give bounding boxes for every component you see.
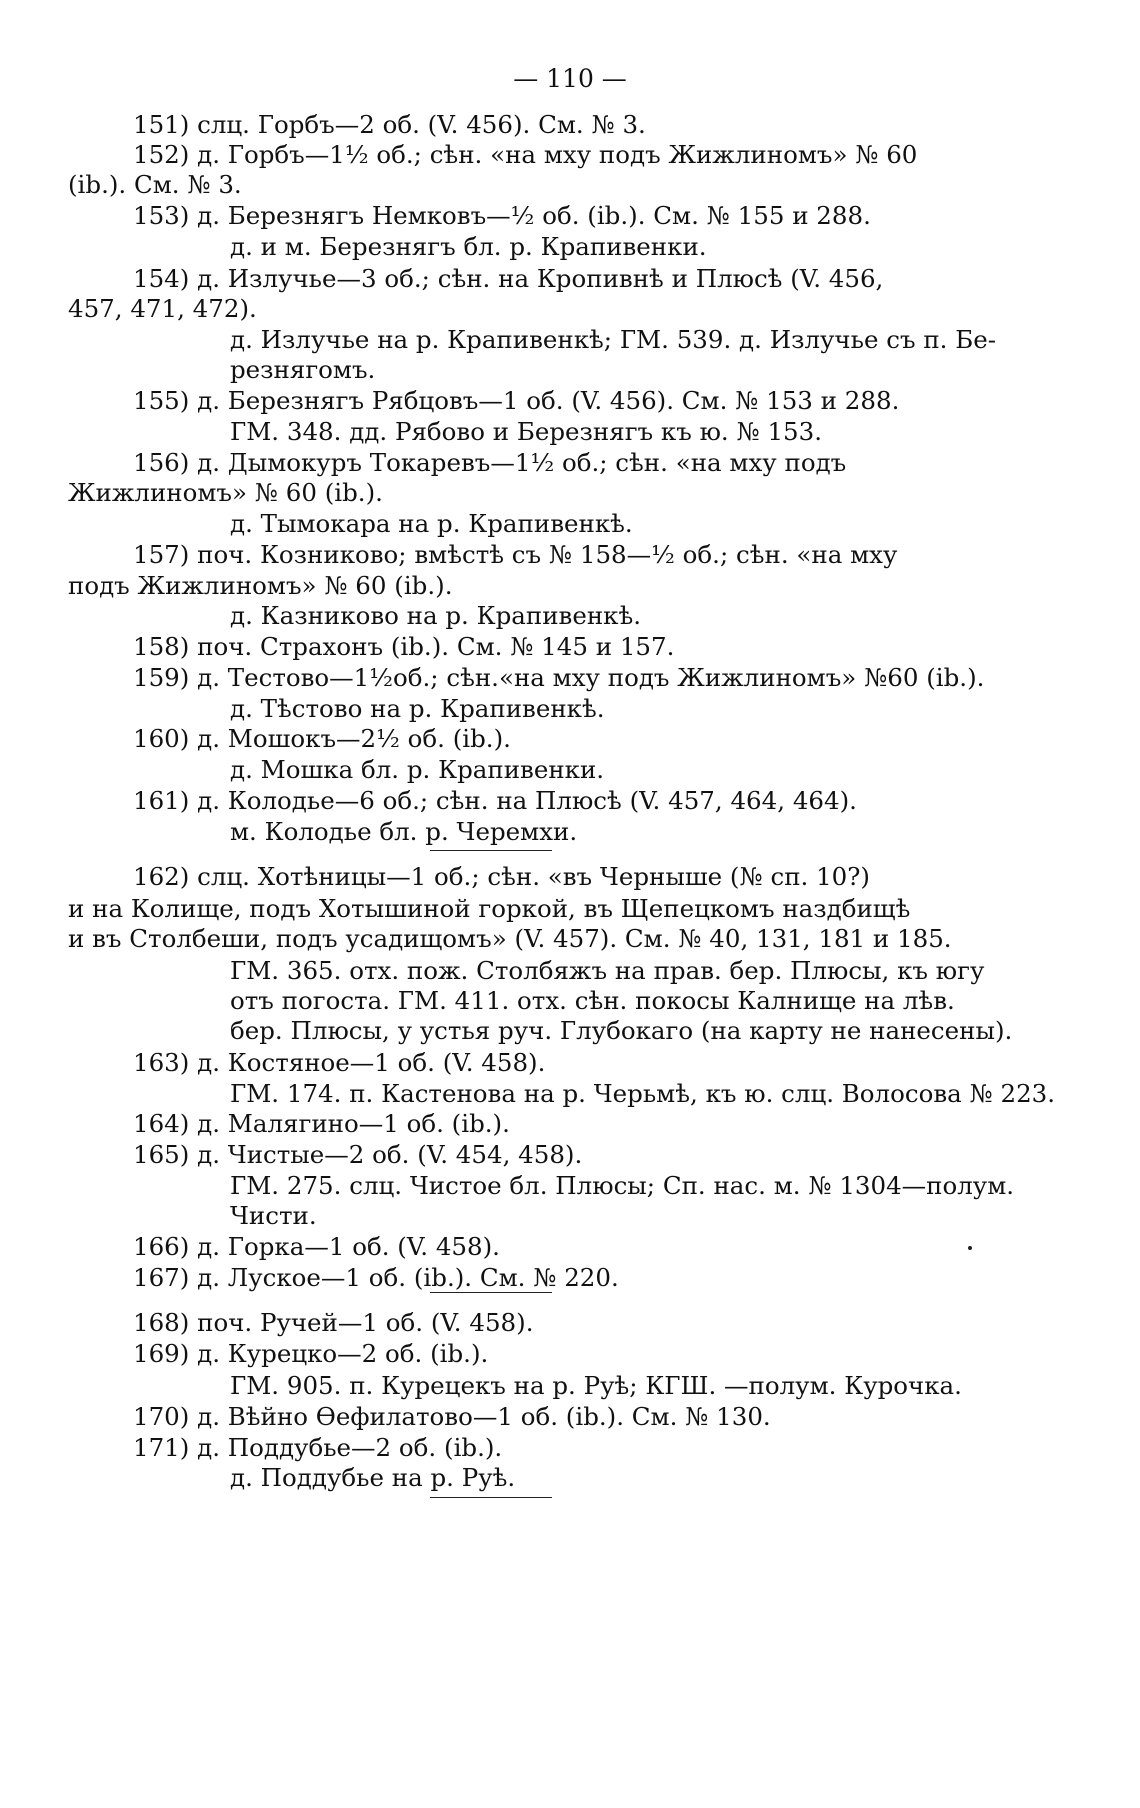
text-line: д. Поддубье на р. Руѣ. [230,1463,516,1492]
text-line: ГМ. 905. п. Курецекъ на р. Руѣ; КГШ. —полум. Курочка. [230,1371,962,1400]
text-line: д. Мошка бл. р. Крапивенки. [230,755,605,784]
text-line: бер. Плюсы, у устья руч. Глубокаго (на карту не нанесены). [230,1016,1013,1045]
text-line: 160) д. Мошокъ—2½ об. (ib.). [133,724,511,753]
text-line: 153) д. Березнягъ Немковъ—½ об. (ib.). См. № 155 и 288. [133,201,871,230]
text-line: 151) слц. Горбъ—2 об. (V. 456). См. № 3. [133,110,646,139]
stray-mark [968,1246,972,1250]
text-line: 154) д. Излучье—3 об.; сѣн. на Кропивнѣ и Плюсѣ (V. 456, [133,264,884,293]
text-line: ГМ. 348. дд. Рябово и Березнягъ къ ю. № 153. [230,417,823,446]
text-line: подъ Жижлиномъ» № 60 (ib.). [68,571,453,600]
text-line: 163) д. Костяное—1 об. (V. 458). [133,1048,546,1077]
text-line: 156) д. Дымокуръ Токаревъ—1½ об.; сѣн. «на мху подъ [133,448,847,477]
text-line: ГМ. 365. отх. пож. Столбяжъ на прав. бер. Плюсы, къ югу [230,956,985,985]
text-line: резнягомъ. [230,355,376,384]
text-line: и въ Столбеши, подъ усадищомъ» (V. 457). См. № 40, 131, 181 и 185. [68,924,952,953]
section-divider [430,850,552,851]
text-line: 164) д. Малягино—1 об. (ib.). [133,1109,510,1138]
text-line: 157) поч. Козниково; вмѣстѣ съ № 158—½ об.; сѣн. «на мху [133,540,898,569]
page-number: — 110 — [513,64,627,93]
text-line: д. Казниково на р. Крапивенкѣ. [230,601,642,630]
text-line: 166) д. Горка—1 об. (V. 458). [133,1232,500,1261]
text-line: 170) д. Вѣйно Өефилатово—1 об. (ib.). См. № 130. [133,1402,771,1431]
text-line: д. и м. Березнягъ бл. р. Крапивенки. [230,232,707,261]
text-line: д. Тымокара на р. Крапивенкѣ. [230,509,633,538]
text-line: Чисти. [230,1201,317,1230]
section-divider [430,1292,552,1293]
text-line: ГМ. 275. слц. Чистое бл. Плюсы; Сп. нас. м. № 1304—полум. [230,1171,1015,1200]
text-line: д. Тѣстово на р. Крапивенкѣ. [230,694,605,723]
text-line: ГМ. 174. п. Кастенова на р. Черьмѣ, къ ю. слц. Волосова № 223. [230,1079,1056,1108]
text-line: 168) поч. Ручей—1 об. (V. 458). [133,1308,534,1337]
text-line: 161) д. Колодье—6 об.; сѣн. на Плюсѣ (V. 457, 464, 464). [133,786,857,815]
text-line: 155) д. Березнягъ Рябцовъ—1 об. (V. 456). См. № 153 и 288. [133,386,900,415]
section-divider [430,1497,552,1498]
text-line: Жижлиномъ» № 60 (ib.). [68,478,383,507]
text-line: 171) д. Поддубье—2 об. (ib.). [133,1433,503,1462]
text-line: 169) д. Курецко—2 об. (ib.). [133,1339,489,1368]
text-line: 152) д. Горбъ—1½ об.; сѣн. «на мху подъ Жижлиномъ» № 60 [133,140,918,169]
text-line: 162) слц. Хотѣницы—1 об.; сѣн. «въ Черныше (№ сп. 10?) [133,862,870,891]
text-line: 158) поч. Страхонъ (ib.). См. № 145 и 157. [133,632,675,661]
text-line: д. Излучье на р. Крапивенкѣ; ГМ. 539. д. Излучье съ п. Бе- [230,325,997,354]
text-line: м. Колодье бл. р. Черемхи. [230,817,578,846]
text-line: отъ погоста. ГМ. 411. отх. сѣн. покосы Калнище на лѣв. [230,986,955,1015]
text-line: (ib.). См. № 3. [68,170,242,199]
text-line: и на Колище, подъ Хотышиной горкой, въ Щепецкомъ наздбищѣ [68,894,911,923]
text-line: 457, 471, 472). [68,294,257,323]
text-line: 159) д. Тестово—1½об.; сѣн.«на мху подъ Жижлиномъ» №60 (ib.). [133,663,985,692]
text-line: 167) д. Луское—1 об. (ib.). См. № 220. [133,1263,619,1292]
text-line: 165) д. Чистые—2 об. (V. 454, 458). [133,1140,583,1169]
